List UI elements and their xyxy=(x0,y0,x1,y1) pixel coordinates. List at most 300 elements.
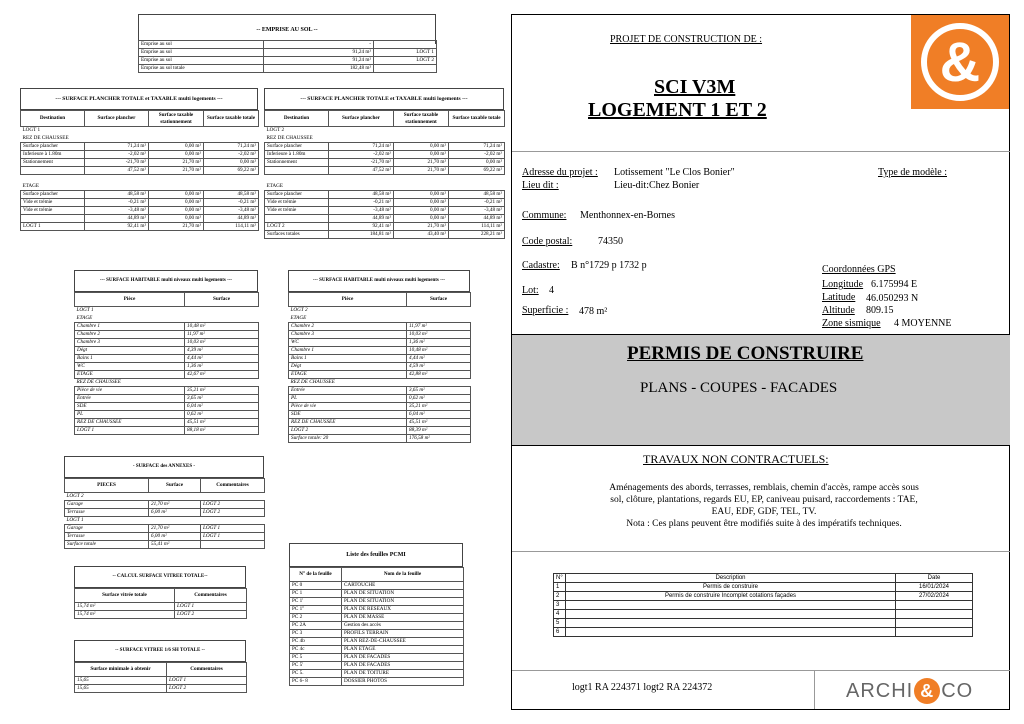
table-cell xyxy=(449,183,505,191)
table-cell: 35,21 m² xyxy=(407,403,471,411)
table-cell xyxy=(374,65,437,73)
table-row xyxy=(75,603,247,611)
surface-habitable-2 xyxy=(288,270,470,460)
table-row xyxy=(21,191,259,199)
table-cell xyxy=(204,127,259,135)
table-row xyxy=(75,419,259,427)
table-row xyxy=(75,339,259,347)
table-row xyxy=(75,403,259,411)
header-cell: Destination xyxy=(265,111,329,127)
table-cell: REZ DE CHAUSSEE xyxy=(22,134,69,141)
table-row xyxy=(289,371,471,379)
table-row xyxy=(290,630,464,638)
table-cell: PC 1" xyxy=(290,606,342,614)
table-row xyxy=(289,363,471,371)
table-row xyxy=(265,183,505,191)
table-row xyxy=(290,654,464,662)
table-row xyxy=(290,622,464,630)
table-cell xyxy=(449,175,505,183)
revision-row xyxy=(554,601,973,610)
table-cell: -3,48 m² xyxy=(329,207,394,215)
table-row xyxy=(75,323,259,331)
table-cell: SDE xyxy=(75,403,185,411)
table-row xyxy=(75,677,247,685)
table-row xyxy=(290,638,464,646)
table-row xyxy=(75,331,259,339)
feuilles-title: Liste des feuilles PCMI xyxy=(289,543,463,567)
vitree16-table xyxy=(74,662,247,693)
altitude-label: Altitude xyxy=(822,305,855,316)
table-cell: 0,62 m² xyxy=(407,395,471,403)
table-cell: SDE xyxy=(289,411,407,419)
table-cell: 4,59 m² xyxy=(407,363,471,371)
table-row xyxy=(65,501,265,509)
table-row xyxy=(289,427,471,435)
table-row xyxy=(21,127,259,135)
table-row xyxy=(21,183,259,191)
table-cell: PC 5. xyxy=(290,670,342,678)
table-cell: LOGT 2 xyxy=(175,611,247,619)
surface-habitable-1 xyxy=(74,270,258,450)
sp1-table xyxy=(20,110,259,231)
table-row xyxy=(21,215,259,223)
table-cell: 0,00 m² xyxy=(149,143,204,151)
table-cell xyxy=(394,135,449,143)
header-cell: N° xyxy=(554,574,566,583)
logo-circle xyxy=(921,23,999,101)
table-cell: 0,00 m² xyxy=(204,159,259,167)
header-cell: Nom de la feuille xyxy=(342,568,464,582)
travaux-text: Aménagements des abords, terrasses, remblais, chemin d'accès, rampe accès sous sol, clôture, plantations, regards EU, EP, caniveau puisard, raccordements : TAE, EAU, EDF, GDF, TEL, TV. xyxy=(609,483,919,517)
annexes-section xyxy=(64,456,264,556)
table-cell: 4,44 m² xyxy=(185,355,259,363)
table-cell: PC 1 xyxy=(290,590,342,598)
surface-plancher-1 xyxy=(20,88,258,258)
table-cell: 91,24 m² xyxy=(264,49,374,57)
table-row xyxy=(75,315,259,323)
table-cell: 44,89 m² xyxy=(85,215,149,223)
header-cell: Surface plancher xyxy=(85,111,149,127)
table-cell xyxy=(374,41,437,49)
table-cell xyxy=(85,127,149,135)
table-cell: 45,51 m² xyxy=(407,419,471,427)
adresse-value: Lotissement "Le Clos Bonier" xyxy=(614,167,735,178)
table-cell: PLAN DE TOITURE xyxy=(342,670,464,678)
feuilles-table xyxy=(289,567,464,686)
table-cell: 5 xyxy=(554,619,566,628)
table-cell xyxy=(896,610,973,619)
table-cell: 71,24 m² xyxy=(204,143,259,151)
sh1-table xyxy=(74,292,259,435)
table-row xyxy=(75,371,259,379)
zone-label: Zone sismique xyxy=(822,318,881,329)
table-cell: LOGT 2 xyxy=(201,501,265,509)
table-cell: LOGT 2 xyxy=(266,127,285,134)
table-cell: Terrasse xyxy=(65,533,149,541)
table-cell: Permis de construire xyxy=(566,583,896,592)
table-cell: LOGT 1 xyxy=(175,603,247,611)
table-row xyxy=(289,403,471,411)
table-cell: 10,03 m² xyxy=(185,339,259,347)
project-logement: LOGEMENT 1 ET 2 xyxy=(588,99,767,121)
table-cell: Chambre 3 xyxy=(289,331,407,339)
revisions-table xyxy=(553,573,973,637)
table-cell: 6,00 m² xyxy=(149,509,201,517)
table-row xyxy=(75,395,259,403)
table-cell: 0,00 m² xyxy=(394,199,449,207)
table-row xyxy=(289,307,471,315)
table-cell: 21,70 m² xyxy=(149,167,204,175)
table-cell: LOGT 2 xyxy=(289,427,407,435)
revision-row xyxy=(554,628,973,637)
project-heading: PROJET DE CONSTRUCTION DE : xyxy=(610,34,763,45)
table-row xyxy=(265,143,505,151)
cp-value: 74350 xyxy=(598,236,623,247)
table-row xyxy=(139,41,437,49)
table-cell: PC 3 xyxy=(290,630,342,638)
table-row xyxy=(265,207,505,215)
table-row xyxy=(289,315,471,323)
table-cell: 1 xyxy=(554,583,566,592)
table-row xyxy=(289,331,471,339)
sp2-title: --- SURFACE PLANCHER TOTALE et TAXABLE multi logements --- xyxy=(264,88,504,110)
table-cell: 6,04 m² xyxy=(185,403,259,411)
travaux-note: Nota : Ces plans peuvent être modifiés suite à des impératifs techniques. xyxy=(626,519,902,529)
table-cell: Pièce de vie xyxy=(75,387,185,395)
table-row xyxy=(265,223,505,231)
adresse-label: Adresse du projet : xyxy=(522,167,598,178)
table-cell: 15,74 m² xyxy=(75,603,175,611)
table-row xyxy=(21,135,259,143)
sh2-table xyxy=(288,292,471,443)
table-row xyxy=(21,175,259,183)
table-cell: -0,21 m² xyxy=(85,199,149,207)
table-row xyxy=(265,191,505,199)
table-cell: 92,41 m² xyxy=(85,223,149,231)
emprise-section xyxy=(138,14,436,78)
table-cell: LOGT 2 xyxy=(290,307,308,314)
table-cell: 47,52 m² xyxy=(85,167,149,175)
table-cell: 48,58 m² xyxy=(329,191,394,199)
vitree-table xyxy=(74,588,247,619)
table-cell: -0,21 m² xyxy=(329,199,394,207)
table-row xyxy=(65,525,265,533)
table-cell: -2,02 m² xyxy=(85,151,149,159)
table-cell: Chambre 1 xyxy=(75,323,185,331)
table-row xyxy=(265,127,505,135)
header-cell: Surface xyxy=(149,479,201,493)
table-cell xyxy=(566,610,896,619)
table-cell: 0,00 m² xyxy=(449,159,505,167)
table-cell: Inferieure à 1.80m xyxy=(21,151,85,159)
table-cell xyxy=(185,315,259,323)
table-cell: Surface plancher xyxy=(265,143,329,151)
table-cell xyxy=(449,127,505,135)
table-cell: 47,52 m² xyxy=(329,167,394,175)
table-cell: 11,97 m² xyxy=(407,323,471,331)
table-cell xyxy=(394,183,449,191)
table-cell: PC 4c xyxy=(290,646,342,654)
table-cell: Permis de construire Incomplet cotations façades xyxy=(566,592,896,601)
table-cell: Emprise au sol xyxy=(139,57,264,65)
table-cell xyxy=(149,127,204,135)
table-cell: 91,24 m² xyxy=(264,57,374,65)
table-cell: 21,70 m² xyxy=(149,223,204,231)
table-cell: PC 6- 8 xyxy=(290,678,342,686)
lot-label: Lot: xyxy=(522,285,539,296)
table-cell: 21,70 m² xyxy=(394,223,449,231)
table-row xyxy=(290,590,464,598)
table-cell: Vide et trémie xyxy=(21,207,85,215)
table-cell xyxy=(201,493,265,501)
table-cell xyxy=(149,175,204,183)
table-cell: 27/02/2024 xyxy=(896,592,973,601)
table-cell xyxy=(394,175,449,183)
header-cell: Surface minimale à obtenir xyxy=(75,663,167,677)
table-cell: Dégt xyxy=(289,363,407,371)
table-row xyxy=(265,199,505,207)
table-cell: LOGT 1 xyxy=(76,307,94,314)
table-cell: LOGT 2 xyxy=(265,223,329,231)
header-cell: Surface plancher xyxy=(329,111,394,127)
commune-label: Commune: xyxy=(522,210,567,221)
header-cell: Surface vitrée totale xyxy=(75,589,175,603)
lieu-label: Lieu dit : xyxy=(522,180,559,191)
ra-text: logt1 RA 224371 logt2 RA 224372 xyxy=(572,682,713,693)
table-cell: LOGT 2 xyxy=(374,57,437,65)
table-cell: 16/01/2024 xyxy=(896,583,973,592)
vitree16-section xyxy=(74,640,246,704)
table-row xyxy=(21,199,259,207)
travaux-title: TRAVAUX NON CONTRACTUELS: xyxy=(643,452,829,466)
table-row xyxy=(75,347,259,355)
table-row xyxy=(290,670,464,678)
table-cell xyxy=(149,517,201,525)
header-cell: Date xyxy=(896,574,973,583)
table-cell: 0,00 m² xyxy=(149,191,204,199)
table-cell xyxy=(329,135,394,143)
table-cell xyxy=(407,315,471,323)
table-cell: Surface totale xyxy=(65,541,149,549)
table-cell: ETAGE xyxy=(22,182,40,189)
table-cell: 88,18 m² xyxy=(185,427,259,435)
table-cell: -21,70 m² xyxy=(85,159,149,167)
table-row xyxy=(21,151,259,159)
lieu-value: Lieu-dit:Chez Bonier xyxy=(614,180,700,191)
table-cell: Chambre 1 xyxy=(289,347,407,355)
table-row xyxy=(65,493,265,501)
table-cell: 48,58 m² xyxy=(449,191,505,199)
table-cell: DOSSIER PHOTOS xyxy=(342,678,464,686)
superficie-value: 478 m² xyxy=(579,306,608,317)
table-cell xyxy=(204,175,259,183)
table-row xyxy=(21,143,259,151)
travaux-body xyxy=(604,482,924,530)
table-cell: 184,81 m² xyxy=(329,231,394,239)
table-cell: -21,70 m² xyxy=(329,159,394,167)
table-cell: PL xyxy=(289,395,407,403)
table-cell xyxy=(329,183,394,191)
table-cell: 228,21 m² xyxy=(449,231,505,239)
revision-row xyxy=(554,619,973,628)
table-cell: ETAGE xyxy=(290,314,307,321)
table-cell: Chambre 3 xyxy=(75,339,185,347)
table-cell xyxy=(407,307,471,315)
table-cell: PC 2 xyxy=(290,614,342,622)
table-cell: -3,48 m² xyxy=(85,207,149,215)
table-cell: Vide et trémie xyxy=(265,199,329,207)
table-cell: 48,58 m² xyxy=(85,191,149,199)
emprise-table xyxy=(138,40,437,73)
table-row xyxy=(65,541,265,549)
footer-divider xyxy=(814,671,815,709)
table-row xyxy=(265,175,505,183)
header-cell: Surface taxable stationnement xyxy=(394,111,449,127)
table-cell: Stationnement xyxy=(21,159,85,167)
header-cell: Surface xyxy=(407,293,471,307)
header-cell: Pièce xyxy=(289,293,407,307)
permis-subtitle: PLANS - COUPES - FACADES xyxy=(640,380,838,396)
table-cell: Vide et trémie xyxy=(21,199,85,207)
table-cell: Chambre 2 xyxy=(75,331,185,339)
table-cell: PC 4b xyxy=(290,638,342,646)
altitude-value: 809.15 xyxy=(866,305,894,316)
table-cell: ETAGE xyxy=(76,314,93,321)
table-row xyxy=(75,379,259,387)
table-cell: 0,00 m² xyxy=(149,215,204,223)
table-cell: -2,02 m² xyxy=(204,151,259,159)
table-cell: Surface plancher xyxy=(21,191,85,199)
table-cell xyxy=(85,135,149,143)
table-cell xyxy=(204,135,259,143)
revision-row xyxy=(554,583,973,592)
table-cell: 10,03 m² xyxy=(407,331,471,339)
table-row xyxy=(21,223,259,231)
table-cell: Surface plancher xyxy=(21,143,85,151)
table-row xyxy=(75,355,259,363)
header-cell: Pièce xyxy=(75,293,185,307)
table-row xyxy=(21,159,259,167)
header-cell: N° de la feuille xyxy=(290,568,342,582)
table-cell: 0,00 m² xyxy=(394,207,449,215)
table-row xyxy=(75,387,259,395)
table-cell: PLAN DE RESEAUX xyxy=(342,606,464,614)
table-cell: Bains 1 xyxy=(289,355,407,363)
table-cell: Entrée xyxy=(289,387,407,395)
table-row xyxy=(290,614,464,622)
table-cell: PLAN REZ-DE-CHAUSSEE xyxy=(342,638,464,646)
brand-left: ARCHI xyxy=(846,679,914,702)
table-cell: LOGT 1 xyxy=(22,127,41,134)
gps-label: Coordonnées GPS xyxy=(822,264,896,275)
table-cell: 3,65 m² xyxy=(407,387,471,395)
table-cell: 35,21 m² xyxy=(185,387,259,395)
table-row xyxy=(75,307,259,315)
table-row xyxy=(265,159,505,167)
table-row xyxy=(139,65,437,73)
table-row xyxy=(290,582,464,590)
emprise-title: -- EMPRISE AU SOL -- xyxy=(138,14,436,44)
table-cell: 4 xyxy=(554,610,566,619)
table-cell: LOGT 1 xyxy=(374,49,437,57)
table-cell: 71,24 m² xyxy=(449,143,505,151)
table-cell: 71,24 m² xyxy=(329,143,394,151)
table-cell: CARTOUCHE xyxy=(342,582,464,590)
table-cell: 0,00 m² xyxy=(149,199,204,207)
table-cell: 0,00 m² xyxy=(394,191,449,199)
table-cell: -2,02 m² xyxy=(329,151,394,159)
divider-3 xyxy=(512,670,1010,671)
table-cell: 21,70 m² xyxy=(149,525,201,533)
table-cell xyxy=(407,379,471,387)
header-cell: Surface taxable stationnement xyxy=(149,111,204,127)
brand-logo xyxy=(846,678,973,704)
table-cell: 11,97 m² xyxy=(185,331,259,339)
table-cell: LOGT 1 xyxy=(167,677,247,685)
table-cell: LOGT 2 xyxy=(167,685,247,693)
divider-2 xyxy=(512,551,1010,552)
table-cell xyxy=(896,619,973,628)
table-cell: 45,51 m² xyxy=(185,419,259,427)
table-cell: 69,22 m² xyxy=(204,167,259,175)
table-cell: PLAN DE FACADES xyxy=(342,654,464,662)
table-cell: PLAN ETAGE xyxy=(342,646,464,654)
revision-row xyxy=(554,610,973,619)
superficie-label: Superficie : xyxy=(522,305,569,316)
table-cell: LOGT 1 xyxy=(201,525,265,533)
table-row xyxy=(290,678,464,686)
table-cell: WC xyxy=(75,363,185,371)
table-cell: 43,40 m² xyxy=(394,231,449,239)
table-row xyxy=(290,606,464,614)
table-cell: PC 5 xyxy=(290,654,342,662)
table-row xyxy=(265,167,505,175)
header-cell: Commentaires xyxy=(167,663,247,677)
table-cell xyxy=(149,493,201,501)
longitude-label: Longitude xyxy=(822,279,864,290)
table-cell xyxy=(21,175,85,183)
table-cell: 4,44 m² xyxy=(407,355,471,363)
table-cell: 71,24 m² xyxy=(85,143,149,151)
table-cell: LOGT 1 xyxy=(201,533,265,541)
sp2-table xyxy=(264,110,505,239)
table-cell: 6 xyxy=(554,628,566,637)
table-cell: PC 1' xyxy=(290,598,342,606)
latitude-label: Latitude xyxy=(822,292,856,303)
table-cell: ETAGE xyxy=(289,371,407,379)
table-cell xyxy=(265,215,329,223)
table-cell xyxy=(201,517,265,525)
table-row xyxy=(289,435,471,443)
table-cell: 0,00 m² xyxy=(394,215,449,223)
header-cell: PIECES xyxy=(65,479,149,493)
table-cell: Inferieure à 1.80m xyxy=(265,151,329,159)
table-cell: 92,41 m² xyxy=(329,223,394,231)
table-cell: PC 2A xyxy=(290,622,342,630)
table-row xyxy=(265,135,505,143)
table-cell: Entrée xyxy=(75,395,185,403)
table-cell: LOGT 1 xyxy=(75,427,185,435)
table-cell: LOGT 1 xyxy=(66,517,84,523)
table-cell: PC 0 xyxy=(290,582,342,590)
table-cell xyxy=(566,601,896,610)
table-row xyxy=(289,395,471,403)
table-cell: REZ DE CHAUSSEE xyxy=(290,379,335,385)
table-row xyxy=(139,49,437,57)
table-cell xyxy=(265,167,329,175)
table-row xyxy=(289,355,471,363)
table-cell xyxy=(21,215,85,223)
